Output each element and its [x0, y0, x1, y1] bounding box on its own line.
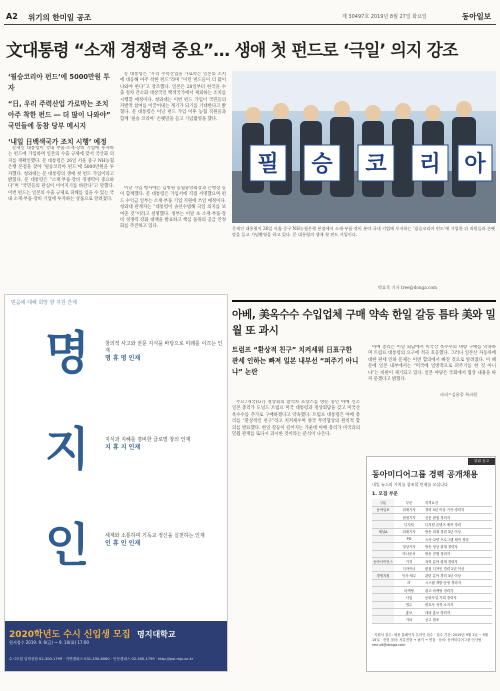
table-cell: 부문: [394, 499, 424, 506]
table-row: [372, 557, 492, 564]
table-row: [372, 499, 492, 506]
table-row: [372, 543, 492, 550]
table-cell: 디지털: [394, 521, 424, 528]
subhead-3: ‘내일 日백색국가 조치 시행’ 예정: [8, 138, 107, 146]
recruit-title: 동아미디어그룹 경력 공개채용: [372, 470, 479, 479]
table-row: [372, 601, 492, 608]
article1-byline: 박효목 기자 tree@donga.com: [378, 285, 437, 290]
table-cell: 변호사 자격 소지자: [424, 601, 492, 608]
table-cell: 방송 진행 경력자: [424, 550, 492, 557]
table-cell: 방송 취재 경력 3년 이상: [424, 528, 492, 535]
ad-item-2: 지식과 지혜를 겸비한 글로벌 창의 인재 지 휴 지 인재: [105, 437, 191, 451]
table-cell: 시스템 개발·운영 경력자: [424, 579, 492, 586]
table-cell: 편집 디자인 경력 2년 이상: [424, 565, 492, 572]
article1-col1: 문재인 대통령이 국내 부품·소재·장비 기업에 투자하는 펀드에 가입하며 일본의 수출 규제에 맞서 국산화 의지를 재확인했다. 문 대통령은 26일 서울 중구 NH농협은행 본점을 찾아 ‘필승코리아 펀드’에 5000만원을 투자했다. 청와대는 문 대통령의 생애 첫 펀드 가입이라고 밝혔다. 문 대통령은 “소재·부품·장비 경쟁력이 중요하다”며 “국민들의 관심이 이어지기를 바란다”고 말했다. 이번 펀드는 일본의 수출 규제로 피해를 입을 수 있는 국내 소재·부품·장비 기업에 투자하는 상품으로 알려졌다.: [8, 146, 114, 203]
header-rule: [4, 24, 496, 25]
table-row: [372, 579, 492, 586]
table-cell: 문화사업 기획 경력자: [424, 594, 492, 601]
table-cell: 자격요건: [424, 499, 492, 506]
table-cell: 경력 3년 이상 기자 경력자: [424, 506, 492, 513]
article2-title: 아베, 美옥수수 수입업체 구매 약속 한일 갈등 틈타 美와 밀월 또 과시: [232, 309, 496, 337]
table-row: [372, 594, 492, 601]
table-row: [372, 550, 492, 557]
sign-char-4: 리: [419, 152, 441, 177]
table-row: [372, 506, 492, 513]
table-cell: 동아일보: [372, 506, 394, 513]
event-photo: [232, 71, 496, 223]
article2-byline: 파리=김윤종 특파원: [440, 392, 478, 397]
table-cell: 시사·교양 프로그램 제작 경력: [424, 535, 492, 542]
table-cell: [372, 514, 394, 521]
table-cell: 방송 영상 취재 경력자: [424, 543, 492, 550]
table-row: [372, 608, 492, 615]
table-cell: [372, 601, 394, 608]
table-cell: 마케팅: [394, 587, 424, 594]
table-row: [372, 521, 492, 528]
table-cell: 기타: [394, 616, 424, 623]
table-cell: 구분: [372, 499, 394, 506]
table-cell: [372, 608, 394, 615]
table-cell: PD: [394, 535, 424, 542]
table-cell: 과학 분야 취재 경력자: [424, 557, 492, 564]
recruit-section-head: 1. 모집 부문: [372, 492, 398, 497]
article2-header: [232, 300, 496, 339]
subheads: [8, 72, 116, 153]
ad-big-char-2: 지: [45, 422, 90, 476]
table-row: [372, 528, 492, 535]
paper-logo: 동아일보: [462, 12, 491, 21]
article2-col2: 아베 총리는 이날 회담에서 미국산 옥수수의 대량 구매를 약속하며 트럼프 대통령의 요구에 적극 호응했다. 그러나 일본산 자동차에 대한 관세 인하 문제는 이번 합의에서 빠진 것으로 알려졌다. 이 때문에 일본 내부에서는 “미국에 일방적으로 퍼주기를 한 것 아니냐”는 비판이 제기되고 있다. 일본 야당은 국회에서 협상 내용을 따져 묻겠다고 밝혔다.: [368, 345, 496, 383]
page-header: [0, 0, 500, 30]
table-cell: 인사·재무: [394, 572, 424, 579]
ad-bottom-banner: [5, 621, 227, 672]
recruit-ad: [366, 456, 496, 672]
table-row: [372, 572, 492, 579]
section-title: 위기의 한미일 공조: [28, 13, 92, 22]
ad-bottom-info: 수시모집 입학상담 02-300-1799 · 자연캠퍼스 031-330-6060 · 인문캠퍼스 02-300-1799 · http://ipsi.mju.ac.kr: [9, 657, 194, 661]
table-cell: [372, 587, 394, 594]
ad-bottom-dates: 원서접수 2019. 9. 6(금) ~ 9. 10(화) 17:00: [9, 640, 89, 645]
table-cell: [372, 535, 394, 542]
page-number: A2: [6, 12, 18, 21]
article1-col3: 이날 가입 행사에는 김병원 농협중앙회장과 은행장 등이 함께했다. 문 대통령은 가입서에 직접 서명했으며 펀드 수익금 일부는 소재·부품 기업 지원에 쓰일 예정이다. 청와대 관계자는 “대통령이 솔선수범해 극일 의지를 보여준 것”이라고 설명했다. 정부는 이달 초 소재·부품·장비 경쟁력 강화 대책을 발표하고 핵심 품목의 공급 안정화를 추진하고 있다.: [120, 186, 226, 230]
ad-item-1: 창의적 사고와 전문 지식을 바탕으로 미래를 이끄는 인재 명 휴 명 인재: [105, 341, 223, 362]
table-cell: 홍보: [394, 608, 424, 615]
table-row: [372, 587, 492, 594]
sign-char-2: 승: [311, 152, 333, 177]
article2-rule: [232, 300, 496, 302]
table-cell: 영상기자: [394, 543, 424, 550]
table-row: [372, 616, 492, 623]
article1-col2: 문 대통령은 “우리 주력산업을 가로막는 일본의 조치에 대응해 아주 착한 펀드”라며 “이런 펀드들이 더 많이 나와야 한다”고 강조했다. 일본은 28일부터 한국을 수출 절차 간소화 대상국인 백색국가에서 제외하는 조치를 시행할 예정이다. 청와대는 이번 펀드 가입이 국민들의 자발적 참여를 이끌어내는 계기가 되기를 기대한다고 밝혔다. 문 대통령은 이날 펀드 가입 이후 농협 직원들과 함께 ‘필승 코리아’ 손팻말을 들고 기념촬영을 했다.: [120, 72, 226, 122]
table-cell: 법무: [394, 601, 424, 608]
recruit-tag: 알림 공고: [468, 458, 495, 465]
recruit-table: [372, 499, 492, 624]
table-cell: [372, 616, 394, 623]
ad-big-char-1: 명: [45, 326, 90, 380]
article2-col1: 주요7개국(G7) 정상회의 참석차 프랑스를 방문 중인 아베 신조 일본 총리가 도널드 트럼프 미국 대통령과 정상회담을 갖고 미국산 옥수수를 추가로 구매하겠다고 약속했다. 트럼프 대통령은 아베 총리를 “환상적인 친구”라고 치켜세우며 양국 무역협상의 원칙적 합의를 발표했다. 한일 갈등이 깊어지는 가운데 아베 총리가 미국과의 밀월 관계를 또다시 과시한 것이라는 분석이 나온다.: [232, 400, 360, 438]
subhead-1: ‘필승코리아 펀드’에 5000만원 투자: [8, 73, 110, 92]
ad-big-char-3: 인: [45, 518, 90, 572]
table-cell: [372, 579, 394, 586]
table-cell: 광고·마케팅 경력자: [424, 587, 492, 594]
photo-illustration: [232, 71, 496, 223]
ad-bottom-title: 2020학년도 수시 신입생 모집: [9, 630, 131, 640]
ad-slogan: 믿음에 대해 희망 향 지원 간제: [11, 300, 77, 306]
table-cell: [372, 565, 394, 572]
table-cell: IT: [394, 579, 424, 586]
ad-item-3: 세계와 소통하며 기독교 정신을 실천하는 인재 인 휴 인 인재: [105, 533, 205, 547]
table-cell: [372, 594, 394, 601]
recruit-notes: · 지원서 접수: 채용 홈페이지 온라인 접수 · 접수 기간: 2019년 9월 1일 ~ 9월 15일 · 전형 절차: 서류전형 → 필기 → 면접 · 문의: 동아미디어그룹 인사팀 recruit@donga.com: [372, 633, 489, 647]
table-cell: 디자이너: [394, 565, 424, 572]
table-row: [372, 565, 492, 572]
table-cell: 동아사이언스: [372, 557, 394, 564]
table-cell: 신문 편집 경력자: [424, 514, 492, 521]
table-cell: 디지털 콘텐츠 제작 경력: [424, 521, 492, 528]
recruit-subtitle: 내일 뉴스의 가치를 창조할 인재를 모십니다: [372, 482, 448, 487]
table-cell: 기자: [394, 557, 424, 564]
table-cell: 대외 홍보 경력자: [424, 608, 492, 615]
edition-info: 제 30497호 2019년 8월 27일 화요일: [342, 14, 427, 20]
table-cell: 관련 분야 경력 3년 이상: [424, 572, 492, 579]
university-ad: [4, 294, 228, 672]
sign-char-1: 필: [257, 152, 279, 177]
ad-school-name: 명지대학교: [137, 630, 176, 639]
table-cell: 편집기자: [394, 514, 424, 521]
article2-subtitle: 트럼프 “환상적 친구” 치켜세워 日표구한 관세 인하는 빠져 일본 내부선 “퍼주기 아니냐” 논란: [232, 346, 359, 376]
sign-char-3: 코: [365, 152, 387, 177]
table-cell: [372, 543, 394, 550]
table-cell: 아나운서: [394, 550, 424, 557]
table-row: [372, 514, 492, 521]
sign-char-5: 아: [464, 152, 486, 177]
table-cell: 경영지원: [372, 572, 394, 579]
table-cell: 취재기자: [394, 506, 424, 513]
table-cell: 취재기자: [394, 528, 424, 535]
table-cell: 채널A: [372, 528, 394, 535]
table-cell: 사업: [394, 594, 424, 601]
table-cell: [372, 550, 394, 557]
main-headline: 文대통령 “소재 경쟁력 중요”… 생애 첫 펀드로 ‘극일’ 의지 강조: [6, 40, 458, 60]
table-cell: [372, 521, 394, 528]
table-cell: 공고 참조: [424, 616, 492, 623]
table-row: [372, 535, 492, 542]
subhead-2: “日, 우리 주력산업 가로막는 조치 아주 착한 펀드 ― 더 많이 나와야” 국민들에 동참 당부 메시지: [8, 100, 111, 130]
photo-caption: 문재인 대통령이 26일 서울 중구 NH농협은행 본점에서 소재·부품·장비 분야 국내 기업에 투자하는 ‘필승코리아 펀드’에 가입한 뒤 직원들과 손팻말을 들고 기념촬영을 하고 있다. 문 대통령의 생애 첫 펀드 가입이다.: [232, 226, 496, 237]
